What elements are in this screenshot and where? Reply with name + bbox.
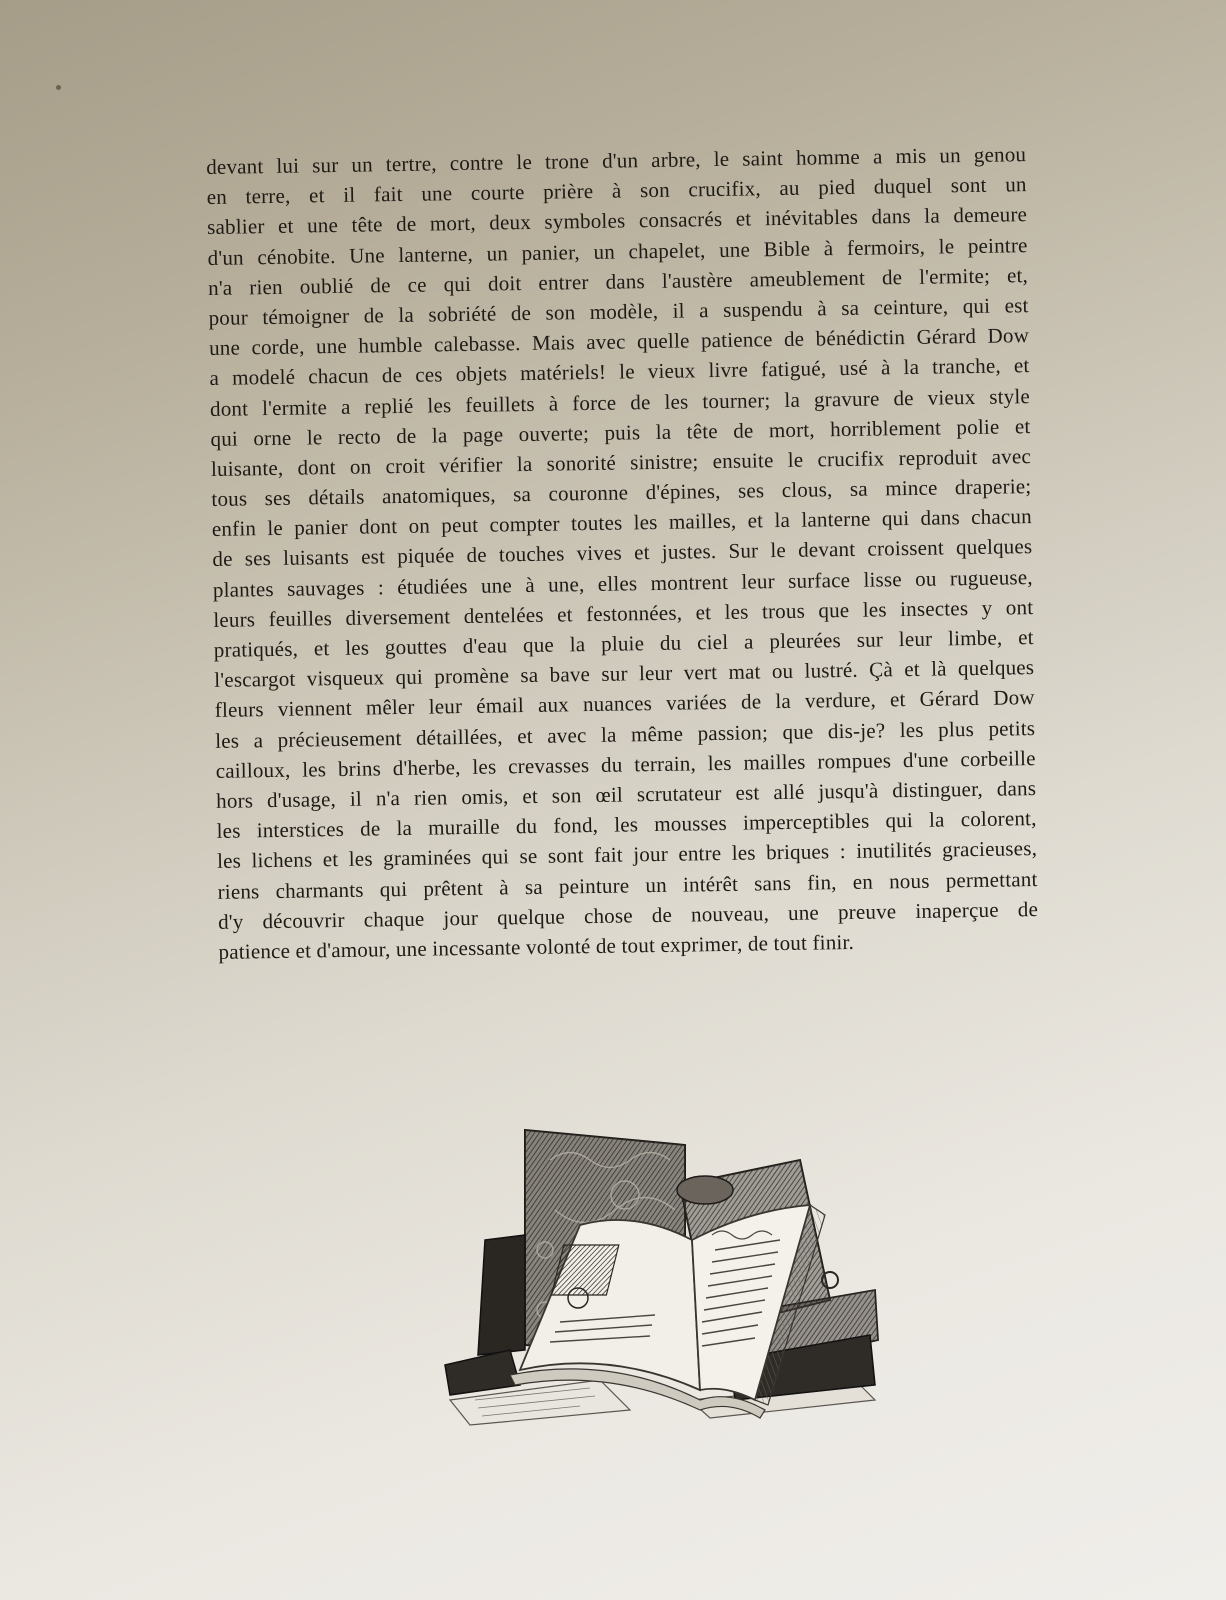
text-line: pratiqués, et les gouttes d'eau que la pluie du ciel a pleurées sur leur limbe, et (213, 625, 1034, 662)
text-line: hors d'usage, il n'a rien omis, et son œil scrutateur est allé jusqu'à distinguer, dans (216, 775, 1037, 813)
text-line: dont l'ermite a replié les feuillets à force de les tourner; la gravure de vieux style (209, 383, 1031, 421)
text-line: luisante, dont on croit vérifier la sonorité sinistre; ensuite le crucifix reproduit avec (210, 443, 1032, 481)
text-line: pour témoigner de la sobriété de son modèle, il a suspendu à sa ceinture, qui est (208, 293, 1029, 330)
body-paragraph (206, 139, 1039, 967)
text-line: les interstices de la muraille du fond, les mousses imperceptibles qui la colorent, (216, 806, 1037, 844)
paper-speck (56, 85, 61, 90)
text-line: les a précieusement détaillées, et avec la même passion; que dis-je? les plus petits (215, 715, 1036, 753)
text-line: d'un cénobite. Une lanterne, un panier, un chapelet, une Bible à fermoirs, le peintre (207, 232, 1028, 270)
text-line: en terre, et il fait une courte prière à son crucifix, au pied duquel sont un (206, 172, 1027, 210)
text-line: sablier et une tête de mort, deux symboles consacrés et inévitables dans la demeure (206, 202, 1028, 240)
open-book-engraving-icon (430, 1100, 880, 1430)
text-line: les lichens et les graminées qui se sont fait jour entre les briques : inutilités gracieuses, (216, 836, 1038, 874)
text-line: devant lui sur un tertre, contre le trone d'un arbre, le saint homme a mis un genou (206, 142, 1027, 179)
text-line: enfin le panier dont on peut compter toutes les mailles, et la lanterne qui dans chacun (211, 504, 1033, 542)
text-line: leurs feuilles diversement dentelées et festonnées, et les trous que les insectes y ont (213, 594, 1034, 632)
text-line: l'escargot visqueux qui promène sa bave sur leur vert mat ou lustré. Çà et là quelques (214, 655, 1035, 693)
text-line: tous ses détails anatomiques, sa couronne d'épines, ses clous, sa mince draperie; (211, 474, 1032, 512)
text-line: a modelé chacun de ces objets matériels! le vieux livre fatigué, usé à la tranche, et (209, 353, 1030, 391)
text-line: une corde, une humble calebasse. Mais avec quelle patience de bénédictin Gérard Dow (208, 323, 1030, 361)
text-line: riens charmants qui prêtent à sa peinture un intérêt sans fin, en nous permettant (217, 866, 1038, 904)
text-line: plantes sauvages : étudiées une à une, elles montrent leur surface lisse ou rugueuse, (212, 564, 1033, 602)
text-line: d'y découvrir chaque jour quelque chose de nouveau, une preuve inaperçue de (217, 896, 1039, 934)
text-line: qui orne le recto de la page ouverte; puis la tête de mort, horriblement polie et (210, 413, 1031, 451)
text-line: fleurs viennent mêler leur émail aux nuances variées de la verdure, et Gérard Dow (214, 685, 1035, 723)
text-line: cailloux, les brins d'herbe, les crevasses du terrain, les mailles rompues d'une corbeille (215, 745, 1036, 783)
books-engraving (430, 1100, 880, 1430)
text-line: de ses luisants est piquée de touches vives et justes. Sur le devant croissent quelques (212, 534, 1033, 572)
text-line: n'a rien oublié de ce qui doit entrer dans l'austère ameublement de l'ermite; et, (207, 262, 1029, 300)
text-line: patience et d'amour, une incessante volonté de tout exprimer, de tout finir. (218, 929, 855, 964)
